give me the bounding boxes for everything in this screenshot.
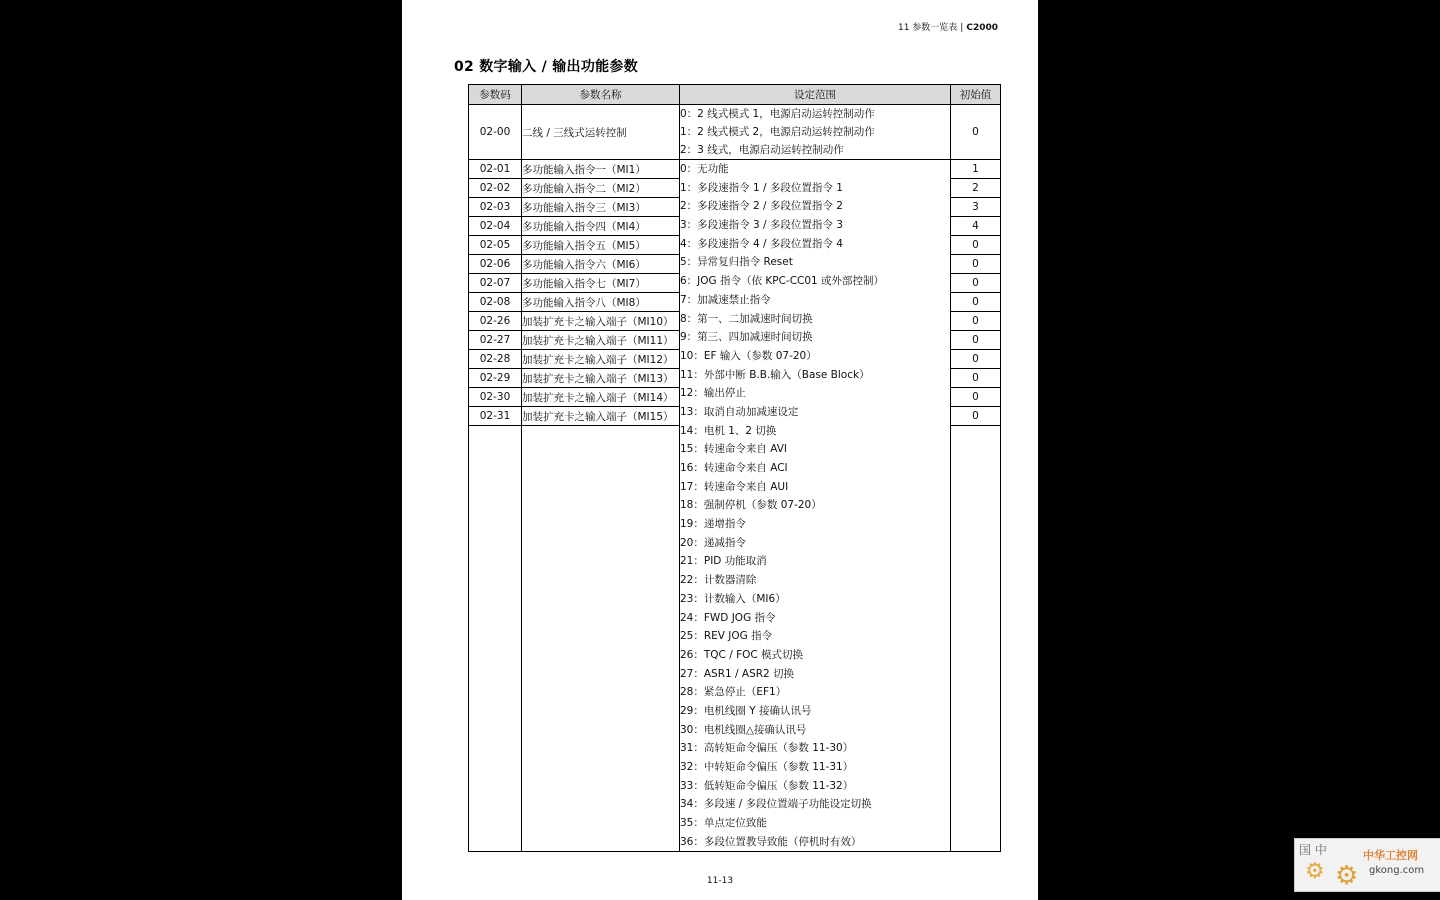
param-code: 02-06 bbox=[469, 255, 522, 274]
initial-value: 0 bbox=[951, 407, 1001, 426]
watermark-brand: 中华工控网 bbox=[1363, 849, 1418, 862]
range-option: 25：REV JOG 指令 bbox=[680, 630, 773, 643]
page-number: 11-13 bbox=[706, 876, 734, 886]
range-option: 10：EF 输入（参数 07-20） bbox=[680, 349, 817, 362]
range-option: 31：高转矩命令偏压（参数 11-30） bbox=[680, 742, 854, 755]
range-option: 21：PID 功能取消 bbox=[680, 555, 767, 568]
range-option: 35：单点定位致能 bbox=[680, 817, 767, 830]
range-option: 17：转速命令来自 AUI bbox=[680, 480, 789, 493]
setting-range bbox=[680, 160, 951, 852]
range-option: 0：无功能 bbox=[680, 163, 729, 175]
param-code: 02-03 bbox=[469, 198, 522, 217]
param-code: 02-28 bbox=[469, 350, 522, 369]
initial-value: 0 bbox=[951, 274, 1001, 293]
range-option: 36：多段位置教导致能（停机时有效） bbox=[680, 835, 862, 848]
param-name: 加装扩充卡之输入端子（MI15） bbox=[522, 407, 680, 426]
param-name: 多功能输入指令三（MI3） bbox=[522, 198, 680, 217]
range-option: 1：多段速指令 1 / 多段位置指令 1 bbox=[680, 181, 843, 194]
filler-init-cell bbox=[951, 426, 1001, 852]
setting-range bbox=[680, 105, 951, 160]
range-option: 12：输出停止 bbox=[680, 387, 746, 400]
range-option: 32：中转矩命令偏压（参数 11-31） bbox=[680, 761, 854, 773]
range-option: 16：转速命令来自 ACI bbox=[680, 462, 788, 474]
chapter-label: 11 参数一览表 bbox=[897, 23, 958, 33]
initial-value: 0 bbox=[951, 236, 1001, 255]
initial-value: 0 bbox=[951, 350, 1001, 369]
range-option: 19：递增指令 bbox=[680, 518, 746, 531]
range-option: 7：加减速禁止指令 bbox=[680, 293, 771, 306]
initial-value: 0 bbox=[951, 255, 1001, 274]
initial-value: 2 bbox=[951, 179, 1001, 198]
range-option: 20：递减指令 bbox=[680, 536, 746, 549]
range-option: 18：强制停机（参数 07-20） bbox=[680, 499, 822, 512]
param-code: 02-00 bbox=[469, 105, 522, 160]
gear-icon: ⚙ bbox=[1305, 859, 1325, 884]
range-option: 13：取消自动加减速设定 bbox=[680, 405, 799, 418]
range-option: 23：计数输入（MI6） bbox=[680, 592, 786, 605]
param-name: 多功能输入指令五（MI5） bbox=[522, 236, 680, 255]
range-option: 34：多段速 / 多段位置端子功能设定切换 bbox=[680, 798, 872, 811]
document-page bbox=[402, 0, 1038, 900]
range-option: 9：第三、四加减速时间切换 bbox=[680, 331, 813, 344]
param-code: 02-30 bbox=[469, 388, 522, 407]
param-code: 02-01 bbox=[469, 160, 522, 179]
watermark-chars: 国 中 bbox=[1299, 843, 1327, 857]
initial-value: 3 bbox=[951, 198, 1001, 217]
running-header bbox=[898, 20, 998, 33]
param-name: 二线 / 三线式运转控制 bbox=[522, 105, 680, 160]
range-option: 29：电机线圈 Y 接确认讯号 bbox=[680, 704, 812, 717]
param-code: 02-08 bbox=[469, 293, 522, 312]
range-option: 0：2 线式模式 1，电源启动运转控制动作 bbox=[680, 108, 875, 120]
initial-value: 0 bbox=[951, 293, 1001, 312]
range-option: 11：外部中断 B.B.输入（Base Block） bbox=[680, 368, 870, 381]
param-code: 02-05 bbox=[469, 236, 522, 255]
range-option: 33：低转矩命令偏压（参数 11-32） bbox=[680, 779, 854, 792]
column-header-code: 参数码 bbox=[469, 85, 522, 105]
model-label: C2000 bbox=[966, 23, 998, 33]
param-name: 加装扩充卡之输入端子（MI10） bbox=[522, 312, 680, 331]
range-option: 15：转速命令来自 AVI bbox=[680, 443, 787, 456]
range-option: 6：JOG 指令（依 KPC-CC01 或外部控制） bbox=[680, 275, 885, 288]
initial-value: 4 bbox=[951, 217, 1001, 236]
column-header-range: 设定范围 bbox=[680, 85, 951, 105]
range-option: 8：第一、二加减速时间切换 bbox=[680, 312, 813, 325]
param-name: 多功能输入指令六（MI6） bbox=[522, 255, 680, 274]
param-code: 02-04 bbox=[469, 217, 522, 236]
initial-value: 1 bbox=[951, 160, 1001, 179]
range-option: 14：电机 1、2 切换 bbox=[680, 424, 777, 437]
site-watermark bbox=[1294, 838, 1440, 892]
range-option: 2：多段速指令 2 / 多段位置指令 2 bbox=[680, 200, 843, 213]
initial-value: 0 bbox=[951, 105, 1001, 160]
range-option: 3：多段速指令 3 / 多段位置指令 3 bbox=[680, 219, 843, 232]
param-code: 02-02 bbox=[469, 179, 522, 198]
range-option: 5：异常复归指令 Reset bbox=[680, 256, 793, 269]
initial-value: 0 bbox=[951, 388, 1001, 407]
parameter-table bbox=[468, 84, 1001, 852]
param-name: 多功能输入指令四（MI4） bbox=[522, 217, 680, 236]
range-option: 4：多段速指令 4 / 多段位置指令 4 bbox=[680, 237, 843, 250]
range-option: 1：2 线式模式 2，电源启动运转控制动作 bbox=[680, 126, 875, 138]
range-option: 30：电机线圈△接确认讯号 bbox=[680, 723, 807, 736]
param-code: 02-27 bbox=[469, 331, 522, 350]
range-option: 2：3 线式，电源启动运转控制动作 bbox=[680, 144, 844, 156]
section-title: 02 数字输入 / 输出功能参数 bbox=[454, 59, 639, 75]
param-name: 加装扩充卡之输入端子（MI13） bbox=[522, 369, 680, 388]
param-name: 加装扩充卡之输入端子（MI11） bbox=[522, 331, 680, 350]
param-name: 多功能输入指令七（MI7） bbox=[522, 274, 680, 293]
table-row bbox=[469, 105, 1001, 160]
param-code: 02-29 bbox=[469, 369, 522, 388]
initial-value: 0 bbox=[951, 312, 1001, 331]
filler-name-cell bbox=[522, 426, 680, 852]
param-code: 02-07 bbox=[469, 274, 522, 293]
gear-icon: ⚙ bbox=[1335, 861, 1359, 891]
watermark-domain: gkong.com bbox=[1369, 865, 1425, 876]
param-name: 多功能输入指令一（MI1） bbox=[522, 160, 680, 179]
range-option: 28：紧急停止（EF1） bbox=[680, 686, 787, 699]
initial-value: 0 bbox=[951, 331, 1001, 350]
column-header-name: 参数名称 bbox=[522, 85, 680, 105]
param-code: 02-31 bbox=[469, 407, 522, 426]
range-option: 26：TQC / FOC 模式切换 bbox=[680, 648, 804, 661]
param-name: 多功能输入指令二（MI2） bbox=[522, 179, 680, 198]
range-option: 27：ASR1 / ASR2 切换 bbox=[680, 667, 795, 680]
table-header-row bbox=[469, 85, 1001, 105]
initial-value: 0 bbox=[951, 369, 1001, 388]
range-option: 24：FWD JOG 指令 bbox=[680, 611, 776, 624]
range-option: 22：计数器清除 bbox=[680, 574, 757, 587]
param-name: 加装扩充卡之输入端子（MI14） bbox=[522, 388, 680, 407]
filler-code-cell bbox=[469, 426, 522, 852]
param-name: 加装扩充卡之输入端子（MI12） bbox=[522, 350, 680, 369]
param-code: 02-26 bbox=[469, 312, 522, 331]
param-name: 多功能输入指令八（MI8） bbox=[522, 293, 680, 312]
header-separator: | bbox=[960, 23, 964, 33]
column-header-init: 初始值 bbox=[951, 85, 1001, 105]
table-row bbox=[469, 160, 1001, 179]
